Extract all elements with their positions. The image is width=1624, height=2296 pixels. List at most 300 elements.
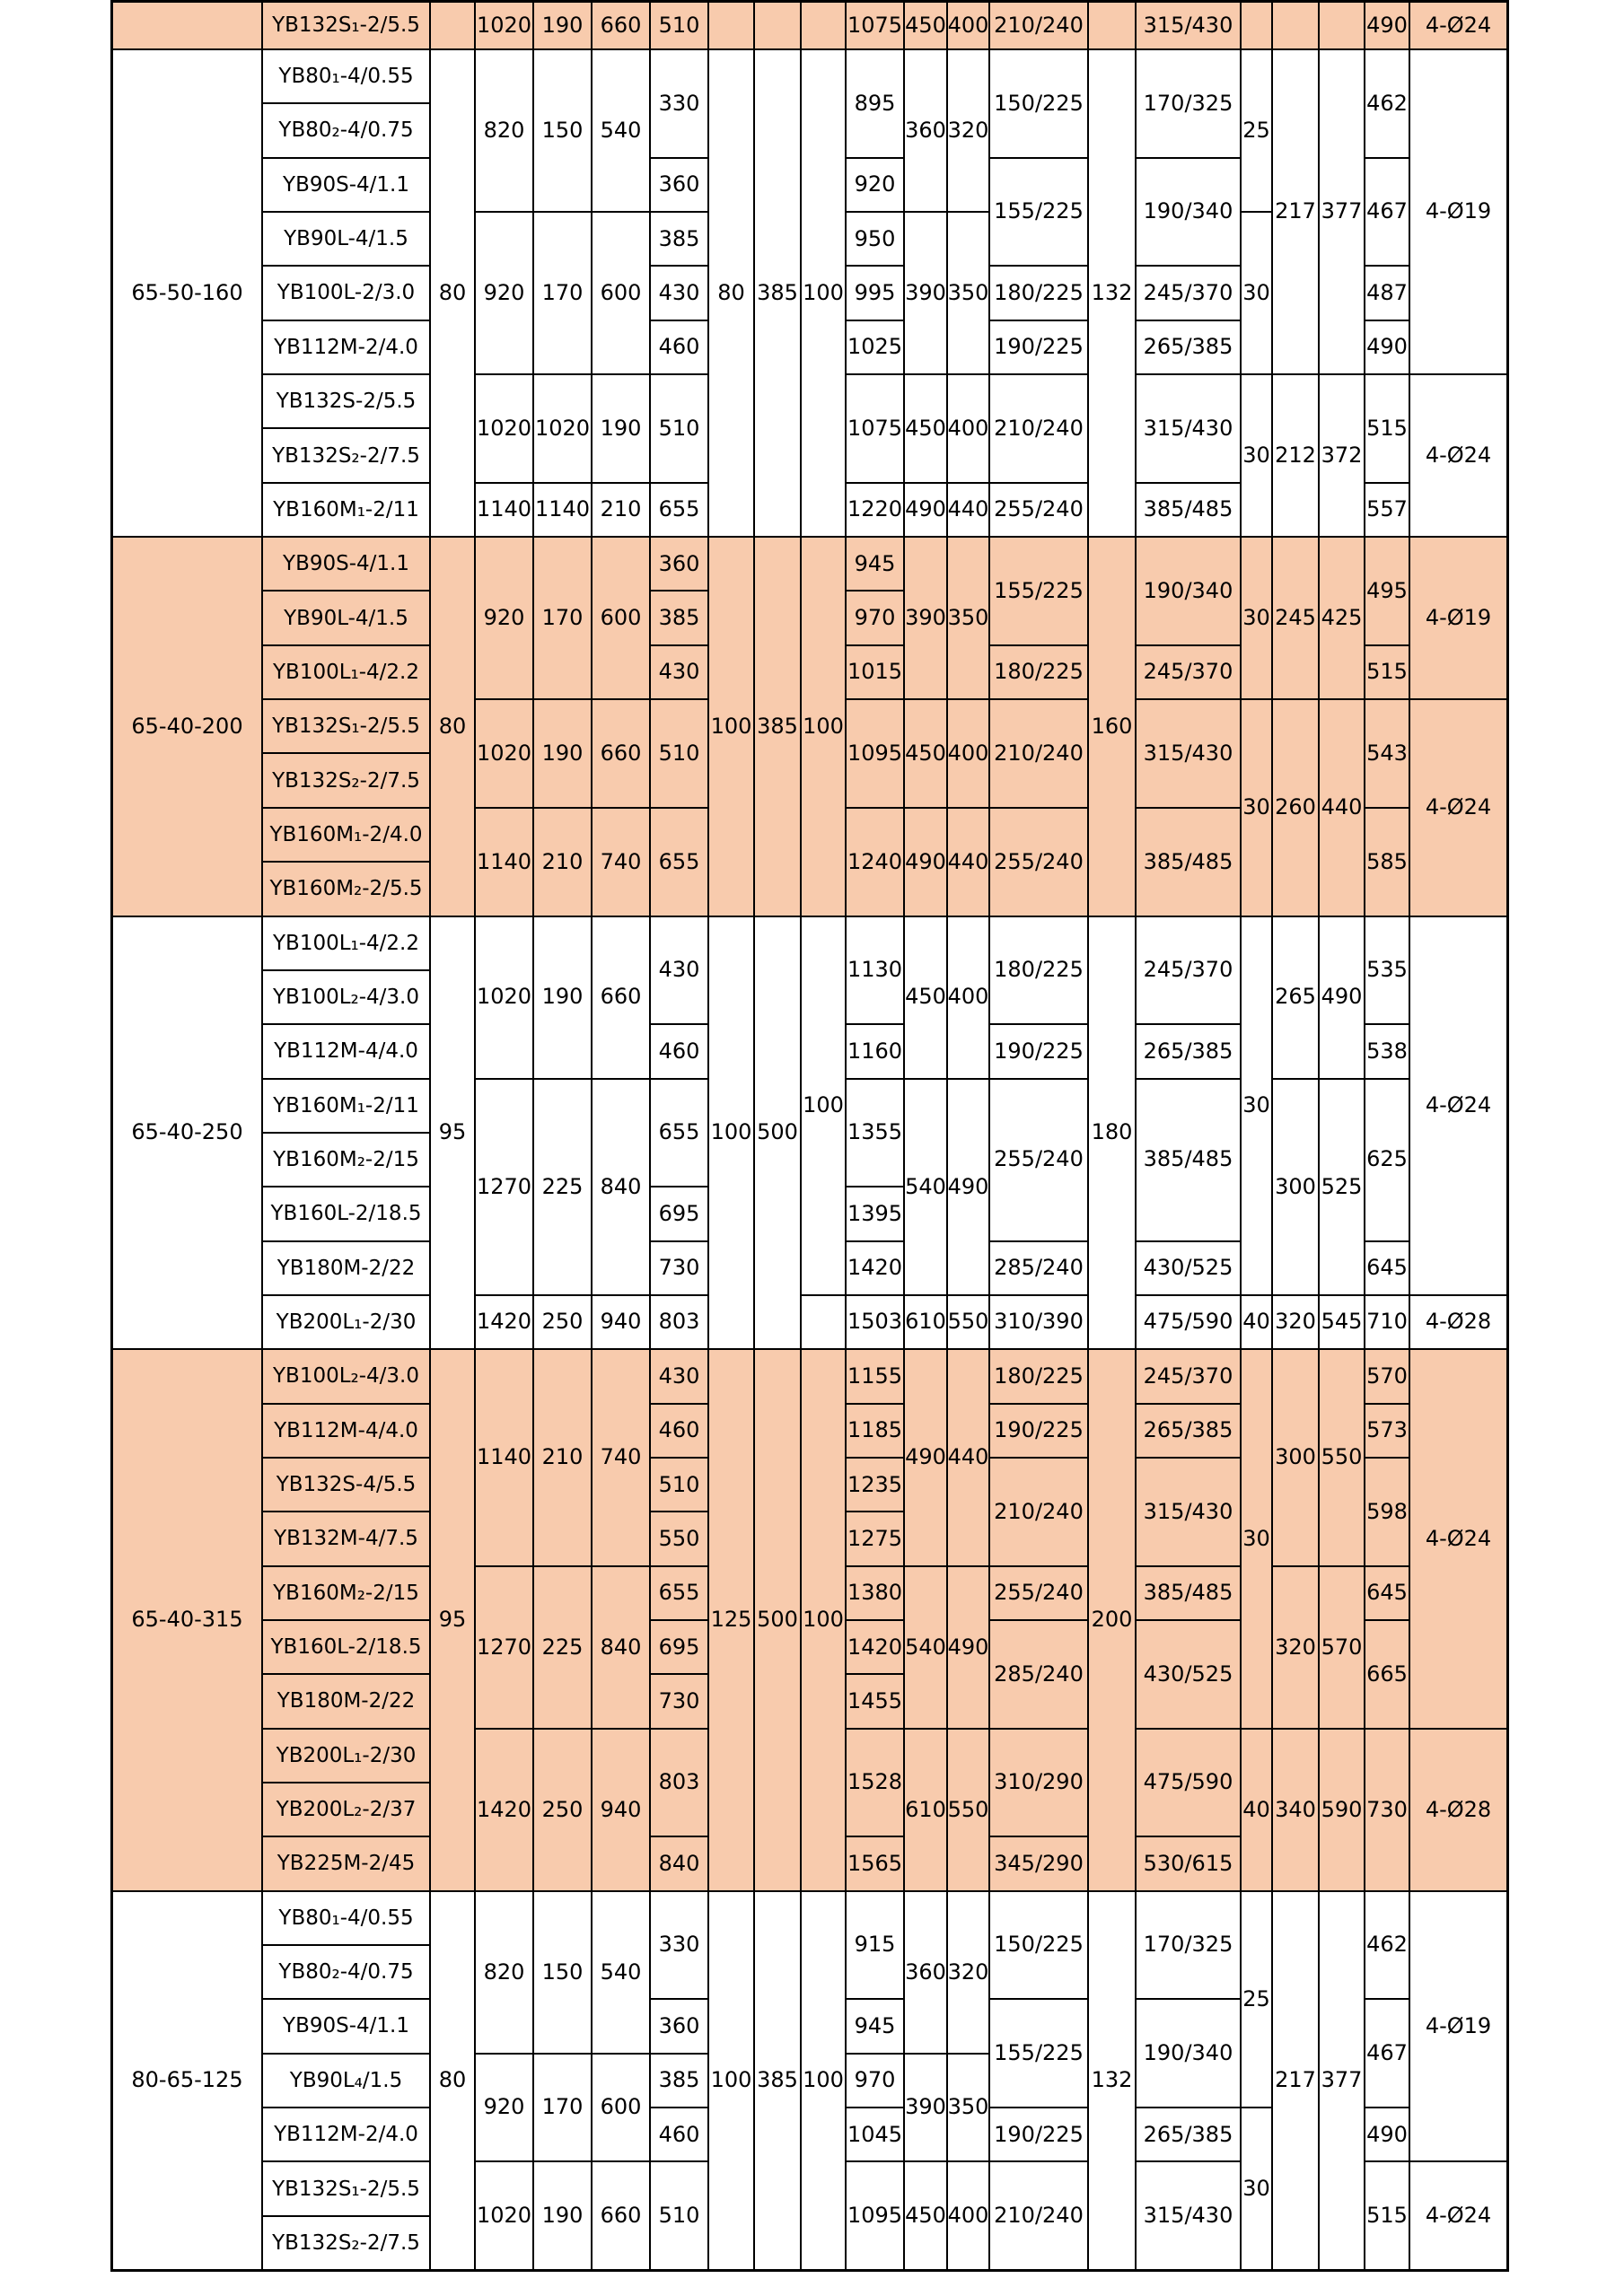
- dimension-value-cell: 495: [1365, 537, 1409, 645]
- dimension-value-cell: 970: [846, 591, 904, 644]
- dimension-value-cell: 545: [1319, 1295, 1365, 1349]
- dimension-value-cell: 1240: [846, 808, 904, 916]
- dimension-value-cell: 655: [650, 808, 708, 916]
- motor-model-cell: YB90L-4/1.5: [262, 212, 430, 266]
- dimension-value-cell: 300: [1272, 1349, 1319, 1565]
- dimension-value-cell: 803: [650, 1729, 708, 1837]
- dimension-value-cell: 598: [1365, 1458, 1409, 1566]
- dimension-value-cell: 490: [1319, 916, 1365, 1079]
- dimension-value-cell: 255/240: [989, 1566, 1088, 1620]
- dimension-value-cell: 400: [947, 2161, 989, 2270]
- dimension-value-cell: 510: [650, 2, 708, 49]
- dimension-value-cell: 320: [947, 1891, 989, 2054]
- motor-model-cell: YB112M-2/4.0: [262, 2108, 430, 2161]
- dimension-value-cell: 210/240: [989, 1458, 1088, 1566]
- dimension-value-cell: 320: [1272, 1295, 1319, 1349]
- dimension-value-cell: 462: [1365, 1891, 1409, 2000]
- dimension-value-cell: 190/225: [989, 1024, 1088, 1078]
- pump-size-cell: 65-50-160: [112, 49, 262, 537]
- dimension-value-cell: 385: [650, 591, 708, 644]
- pump-size-cell: 80-65-125: [112, 1891, 262, 2270]
- dimension-value-cell: 180/225: [989, 1349, 1088, 1403]
- dimension-value-cell: 1020: [475, 916, 533, 1079]
- dimension-value-cell: 217: [1272, 1891, 1319, 2270]
- dimension-value-cell: 920: [475, 2054, 533, 2162]
- empty-cell: [430, 2, 475, 49]
- dimension-value-cell: 40: [1241, 1729, 1272, 1891]
- dimension-value-cell: 430: [650, 266, 708, 320]
- dimension-value-cell: 460: [650, 2108, 708, 2161]
- motor-model-cell: YB132S-2/5.5: [262, 374, 430, 428]
- dimension-value-cell: 660: [592, 916, 650, 1079]
- dimension-value-cell: 210/240: [989, 374, 1088, 483]
- dimension-value-cell: 1220: [846, 483, 904, 537]
- motor-model-cell: YB132S₁-2/5.5: [262, 2, 430, 49]
- dimension-value-cell: 350: [947, 212, 989, 374]
- dimension-value-cell: 190: [533, 916, 592, 1079]
- motor-model-cell: YB132S-4/5.5: [262, 1458, 430, 1512]
- dimension-value-cell: 190/225: [989, 2108, 1088, 2161]
- dimension-value-cell: 385: [650, 2054, 708, 2108]
- dimension-value-cell: 660: [592, 2, 650, 49]
- empty-cell: [1241, 2, 1272, 49]
- dimension-value-cell: 1075: [846, 374, 904, 483]
- dimension-value-cell: 285/240: [989, 1620, 1088, 1729]
- dimension-value-cell: 155/225: [989, 1999, 1088, 2108]
- dimension-value-cell: 190: [533, 699, 592, 808]
- dimension-value-cell: 30: [1241, 537, 1272, 699]
- dimension-value-cell: 655: [650, 483, 708, 537]
- dimension-value-cell: 440: [947, 1349, 989, 1565]
- dimension-value-cell: 730: [650, 1241, 708, 1295]
- dimension-value-cell: 460: [650, 1404, 708, 1458]
- dimension-value-cell: 440: [947, 483, 989, 537]
- dimension-value-cell: 385/485: [1136, 1566, 1241, 1620]
- motor-model-cell: YB112M-4/4.0: [262, 1404, 430, 1458]
- dimension-value-cell: 1380: [846, 1566, 904, 1620]
- dimension-value-cell: 538: [1365, 1024, 1409, 1078]
- dimension-value-cell: 200: [1088, 1349, 1136, 1890]
- dimension-value-cell: 265: [1272, 916, 1319, 1079]
- dimension-value-cell: 372: [1319, 374, 1365, 537]
- motor-model-cell: YB90S-4/1.1: [262, 537, 430, 591]
- motor-model-cell: YB100L₁-4/2.2: [262, 916, 430, 970]
- dimension-value-cell: 132: [1088, 1891, 1136, 2270]
- motor-model-cell: YB100L₂-4/3.0: [262, 970, 430, 1024]
- empty-cell: [708, 2, 754, 49]
- dimension-value-cell: 190/340: [1136, 158, 1241, 267]
- dimension-value-cell: 590: [1319, 1729, 1365, 1891]
- dimension-value-cell: 543: [1365, 699, 1409, 808]
- dimension-value-cell: 840: [592, 1079, 650, 1295]
- dimension-value-cell: 100: [708, 537, 754, 916]
- dimension-value-cell: 1130: [846, 916, 904, 1025]
- dimension-value-cell: 1395: [846, 1187, 904, 1240]
- dimension-value-cell: 217: [1272, 49, 1319, 374]
- motor-model-cell: YB112M-4/4.0: [262, 1024, 430, 1078]
- dimension-value-cell: 450: [904, 2, 947, 49]
- bolt-spec-cell: 4-Ø28: [1409, 1729, 1507, 1891]
- dimension-value-cell: 245/370: [1136, 916, 1241, 1025]
- dimension-value-cell: 315/430: [1136, 2, 1241, 49]
- dimension-value-cell: 80: [708, 49, 754, 537]
- motor-model-cell: YB200L₁-2/30: [262, 1729, 430, 1783]
- dimension-value-cell: 170/325: [1136, 1891, 1241, 2000]
- dimension-value-cell: 245/370: [1136, 645, 1241, 699]
- dimension-value-cell: 360: [650, 537, 708, 591]
- dimension-value-cell: 600: [592, 2054, 650, 2162]
- dimension-value-cell: 260: [1272, 699, 1319, 916]
- dimension-value-cell: 467: [1365, 158, 1409, 267]
- dimension-value-cell: 940: [592, 1295, 650, 1349]
- dimension-value-cell: 1528: [846, 1729, 904, 1837]
- dimension-value-cell: 210/240: [989, 2, 1088, 49]
- motor-model-cell: YB90L-4/1.5: [262, 591, 430, 644]
- dimension-value-cell: 360: [904, 1891, 947, 2054]
- dimension-value-cell: 377: [1319, 1891, 1365, 2270]
- dimension-value-cell: 915: [846, 1891, 904, 2000]
- dimension-value-cell: 1275: [846, 1512, 904, 1565]
- dimension-value-cell: 210: [533, 808, 592, 916]
- dimension-value-cell: 385: [754, 49, 801, 537]
- dimension-value-cell: 150: [533, 1891, 592, 2054]
- motor-model-cell: YB100L₂-4/3.0: [262, 1349, 430, 1403]
- empty-cell: [801, 1295, 846, 1349]
- dimension-value-cell: 132: [1088, 49, 1136, 537]
- dimension-value-cell: 330: [650, 49, 708, 158]
- dimension-value-cell: 467: [1365, 1999, 1409, 2108]
- bolt-spec-cell: 4-Ø24: [1409, 916, 1507, 1295]
- dimension-value-cell: 450: [904, 916, 947, 1079]
- dimension-value-cell: 170/325: [1136, 49, 1241, 158]
- dimension-value-cell: 440: [1319, 699, 1365, 916]
- dimension-value-cell: 95: [430, 1349, 475, 1890]
- motor-model-cell: YB132S₁-2/5.5: [262, 699, 430, 753]
- dimension-value-cell: 385: [754, 537, 801, 916]
- dimension-value-cell: 950: [846, 212, 904, 266]
- dimension-value-cell: 475/590: [1136, 1729, 1241, 1837]
- motor-model-cell: YB100L₁-4/2.2: [262, 645, 430, 699]
- motor-model-cell: YB200L₁-2/30: [262, 1295, 430, 1349]
- dimension-value-cell: 895: [846, 49, 904, 158]
- dimension-value-cell: 920: [846, 158, 904, 212]
- dimension-value-cell: 125: [708, 1349, 754, 1890]
- dimension-value-cell: 255/240: [989, 808, 1088, 916]
- dimension-value-cell: 320: [1272, 1566, 1319, 1729]
- dimension-value-cell: 1140: [475, 483, 533, 537]
- dimension-value-cell: 1140: [475, 1349, 533, 1565]
- dimension-value-cell: 570: [1365, 1349, 1409, 1403]
- dimension-value-cell: 490: [1365, 320, 1409, 374]
- dimension-value-cell: 250: [533, 1729, 592, 1891]
- dimension-value-cell: 490: [947, 1566, 989, 1729]
- dimension-value-cell: 390: [904, 537, 947, 699]
- dimension-value-cell: 490: [947, 1079, 989, 1295]
- dimension-value-cell: 210: [533, 1349, 592, 1565]
- dimension-value-cell: 150/225: [989, 49, 1088, 158]
- dimension-value-cell: 535: [1365, 916, 1409, 1025]
- motor-model-cell: YB160M₂-2/15: [262, 1133, 430, 1187]
- dimension-value-cell: 255/240: [989, 1079, 1088, 1241]
- dimension-value-cell: 460: [650, 1024, 708, 1078]
- dimension-value-cell: 570: [1319, 1566, 1365, 1729]
- dimension-value-cell: 550: [947, 1295, 989, 1349]
- motor-model-cell: YB180M-2/22: [262, 1241, 430, 1295]
- motor-model-cell: YB80₂-4/0.75: [262, 103, 430, 157]
- dimension-value-cell: 600: [592, 537, 650, 699]
- dimension-value-cell: 1270: [475, 1079, 533, 1295]
- dimension-value-cell: 40: [1241, 1295, 1272, 1349]
- dimension-value-cell: 510: [650, 699, 708, 808]
- dimension-value-cell: 1095: [846, 2161, 904, 2270]
- dimension-value-cell: 460: [650, 320, 708, 374]
- dimension-value-cell: 515: [1365, 374, 1409, 483]
- dimension-value-cell: 320: [947, 49, 989, 212]
- dimension-value-cell: 100: [801, 537, 846, 916]
- dimension-value-cell: 100: [801, 1891, 846, 2270]
- dimension-value-cell: 1185: [846, 1404, 904, 1458]
- dimension-value-cell: 820: [475, 1891, 533, 2054]
- dimension-value-cell: 360: [904, 49, 947, 212]
- motor-model-cell: YB160L-2/18.5: [262, 1620, 430, 1674]
- motor-model-cell: YB132S₂-2/7.5: [262, 428, 430, 482]
- dimension-value-cell: 377: [1319, 49, 1365, 374]
- dimension-value-cell: 245/370: [1136, 1349, 1241, 1403]
- dimension-value-cell: 180: [1088, 916, 1136, 1350]
- dimension-value-cell: 100: [801, 1349, 846, 1890]
- dimension-value-cell: 550: [650, 1512, 708, 1565]
- dimension-value-cell: 212: [1272, 374, 1319, 537]
- dimension-value-cell: 550: [947, 1729, 989, 1891]
- motor-model-cell: YB112M-2/4.0: [262, 320, 430, 374]
- dimension-value-cell: 490: [904, 808, 947, 916]
- dimension-value-cell: 100: [708, 1891, 754, 2270]
- dimension-value-cell: 385: [754, 1891, 801, 2270]
- motor-model-cell: YB90S-4/1.1: [262, 1999, 430, 2053]
- dimension-value-cell: 360: [650, 1999, 708, 2053]
- dimension-value-cell: 1455: [846, 1674, 904, 1728]
- dimension-value-cell: 1355: [846, 1079, 904, 1187]
- bolt-spec-cell: 4-Ø19: [1409, 49, 1507, 374]
- dimension-value-cell: 450: [904, 2161, 947, 2270]
- motor-model-cell: YB80₂-4/0.75: [262, 1945, 430, 1999]
- dimension-value-cell: 315/430: [1136, 374, 1241, 483]
- dimension-value-cell: 30: [1241, 374, 1272, 537]
- dimension-value-cell: 510: [650, 1458, 708, 1512]
- dimension-value-cell: 385/485: [1136, 808, 1241, 916]
- dimension-value-cell: 265/385: [1136, 320, 1241, 374]
- dimension-value-cell: 265/385: [1136, 2108, 1241, 2161]
- dimension-value-cell: 557: [1365, 483, 1409, 537]
- dimension-value-cell: 285/240: [989, 1241, 1088, 1295]
- dimension-value-cell: 250: [533, 1295, 592, 1349]
- dimension-value-cell: 180/225: [989, 916, 1088, 1025]
- dimension-value-cell: 510: [650, 374, 708, 483]
- dimension-value-cell: 970: [846, 2054, 904, 2108]
- bolt-spec-cell: 4-Ø28: [1409, 1295, 1507, 1349]
- dimension-value-cell: 1020: [475, 2161, 533, 2270]
- dimension-value-cell: 340: [1272, 1729, 1319, 1891]
- dimension-value-cell: 945: [846, 1999, 904, 2053]
- dimension-value-cell: 25: [1241, 49, 1272, 212]
- motor-model-cell: YB160M₁-2/11: [262, 1079, 430, 1133]
- dimension-value-cell: 100: [801, 49, 846, 537]
- dimension-value-cell: 1020: [533, 374, 592, 483]
- dimension-value-cell: 695: [650, 1187, 708, 1240]
- dimension-value-cell: 1160: [846, 1024, 904, 1078]
- dimension-value-cell: 430/525: [1136, 1620, 1241, 1729]
- dimension-value-cell: 610: [904, 1295, 947, 1349]
- dimension-value-cell: 210: [592, 483, 650, 537]
- dimension-value-cell: 573: [1365, 1404, 1409, 1458]
- dimension-value-cell: 515: [1365, 645, 1409, 699]
- dimension-value-cell: 170: [533, 2054, 592, 2162]
- dimension-value-cell: 310/290: [989, 1729, 1088, 1837]
- bolt-spec-cell: 4-Ø24: [1409, 699, 1507, 916]
- dimension-value-cell: 803: [650, 1295, 708, 1349]
- dimension-value-cell: 400: [947, 374, 989, 483]
- dimension-value-cell: 1015: [846, 645, 904, 699]
- dimension-value-cell: 225: [533, 1566, 592, 1729]
- dimension-value-cell: 160: [1088, 537, 1136, 916]
- dimension-value-cell: 510: [650, 2161, 708, 2270]
- pump-size-cell: 65-40-315: [112, 1349, 262, 1890]
- dimension-value-cell: 730: [1365, 1729, 1409, 1891]
- motor-model-cell: YB80₁-4/0.55: [262, 49, 430, 103]
- dimension-value-cell: 540: [592, 49, 650, 212]
- dimension-value-cell: 525: [1319, 1079, 1365, 1295]
- dimension-value-cell: 315/430: [1136, 1458, 1241, 1566]
- dimension-value-cell: 695: [650, 1620, 708, 1674]
- dimension-value-cell: 1095: [846, 699, 904, 808]
- dimension-value-cell: 225: [533, 1079, 592, 1295]
- dimension-value-cell: 740: [592, 1349, 650, 1565]
- dimension-value-cell: 1565: [846, 1836, 904, 1890]
- dimension-value-cell: 180/225: [989, 645, 1088, 699]
- dimension-value-cell: 360: [650, 158, 708, 212]
- dimension-value-cell: 430: [650, 916, 708, 1025]
- dimension-value-cell: 500: [754, 1349, 801, 1890]
- dimension-value-cell: 450: [904, 699, 947, 808]
- empty-cell: [754, 2, 801, 49]
- dimension-value-cell: 475/590: [1136, 1295, 1241, 1349]
- dimension-value-cell: 462: [1365, 49, 1409, 158]
- bolt-spec-cell: 4-Ø24: [1409, 2, 1507, 49]
- dimension-value-cell: 840: [650, 1836, 708, 1890]
- dimension-value-cell: 150/225: [989, 1891, 1088, 2000]
- dimension-value-cell: 655: [650, 1079, 708, 1187]
- dimension-value-cell: 940: [592, 1729, 650, 1891]
- motor-model-cell: YB225M-2/45: [262, 1836, 430, 1890]
- bolt-spec-cell: 4-Ø19: [1409, 1891, 1507, 2162]
- dimension-value-cell: 385/485: [1136, 483, 1241, 537]
- dimension-value-cell: 190: [533, 2161, 592, 2270]
- dimension-value-cell: 440: [947, 808, 989, 916]
- dimension-value-cell: 995: [846, 266, 904, 320]
- pump-size-cell: [112, 2, 262, 49]
- motor-model-cell: YB132S₁-2/5.5: [262, 2161, 430, 2215]
- dimension-value-cell: 540: [904, 1566, 947, 1729]
- dimension-value-cell: 80: [430, 537, 475, 916]
- motor-model-cell: YB160M₂-2/5.5: [262, 862, 430, 916]
- dimension-value-cell: 400: [947, 916, 989, 1079]
- dimension-value-cell: 80: [430, 49, 475, 537]
- motor-model-cell: YB180M-2/22: [262, 1674, 430, 1728]
- dimension-value-cell: 100: [708, 916, 754, 1350]
- dimension-value-cell: 25: [1241, 1891, 1272, 2108]
- dimension-value-cell: 155/225: [989, 537, 1088, 645]
- bolt-spec-cell: 4-Ø24: [1409, 374, 1507, 537]
- dimension-value-cell: 170: [533, 537, 592, 699]
- dimension-value-cell: 345/290: [989, 1836, 1088, 1890]
- dimension-value-cell: 490: [904, 1349, 947, 1565]
- dimension-value-cell: 190/225: [989, 1404, 1088, 1458]
- dimension-value-cell: 390: [904, 212, 947, 374]
- dimension-value-cell: 190/340: [1136, 1999, 1241, 2108]
- dimension-value-cell: 95: [430, 916, 475, 1350]
- dimension-value-cell: 30: [1241, 699, 1272, 916]
- dimension-value-cell: 30: [1241, 2108, 1272, 2270]
- dimension-value-cell: 1020: [475, 2, 533, 49]
- dimension-value-cell: 1075: [846, 2, 904, 49]
- dimension-value-cell: 30: [1241, 1349, 1272, 1728]
- dimension-value-cell: 920: [475, 537, 533, 699]
- dimension-value-cell: 660: [592, 2161, 650, 2270]
- dimension-value-cell: 30: [1241, 916, 1272, 1295]
- dimension-value-cell: 425: [1319, 537, 1365, 699]
- spec-table: [110, 0, 1509, 2272]
- dimension-value-cell: 400: [947, 2, 989, 49]
- dimension-value-cell: 530/615: [1136, 1836, 1241, 1890]
- dimension-value-cell: 1420: [846, 1620, 904, 1674]
- dimension-value-cell: 170: [533, 212, 592, 374]
- motor-model-cell: YB90L₄/1.5: [262, 2054, 430, 2108]
- dimension-value-cell: 350: [947, 537, 989, 699]
- dimension-value-cell: 1140: [475, 808, 533, 916]
- motor-model-cell: YB160L-2/18.5: [262, 1187, 430, 1240]
- dimension-value-cell: 385: [650, 212, 708, 266]
- dimension-value-cell: 1140: [533, 483, 592, 537]
- motor-model-cell: YB132S₂-2/7.5: [262, 753, 430, 807]
- dimension-value-cell: 30: [1241, 212, 1272, 374]
- motor-model-cell: YB80₁-4/0.55: [262, 1891, 430, 1945]
- dimension-value-cell: 150: [533, 49, 592, 212]
- dimension-value-cell: 245/370: [1136, 266, 1241, 320]
- dimension-value-cell: 310/390: [989, 1295, 1088, 1349]
- dimension-value-cell: 315/430: [1136, 2161, 1241, 2270]
- dimension-value-cell: 390: [904, 2054, 947, 2162]
- dimension-value-cell: 540: [904, 1079, 947, 1295]
- dimension-value-cell: 665: [1365, 1620, 1409, 1729]
- empty-cell: [1319, 2, 1365, 49]
- dimension-value-cell: 645: [1365, 1566, 1409, 1620]
- dimension-value-cell: 820: [475, 49, 533, 212]
- dimension-value-cell: 710: [1365, 1295, 1409, 1349]
- bolt-spec-cell: 4-Ø19: [1409, 537, 1507, 699]
- dimension-value-cell: 1270: [475, 1566, 533, 1729]
- dimension-value-cell: 1420: [475, 1295, 533, 1349]
- dimension-value-cell: 500: [754, 916, 801, 1350]
- pump-size-cell: 65-40-250: [112, 916, 262, 1350]
- dimension-value-cell: 255/240: [989, 483, 1088, 537]
- dimension-value-cell: 610: [904, 1729, 947, 1891]
- dimension-value-cell: 430: [650, 645, 708, 699]
- dimension-value-cell: 740: [592, 808, 650, 916]
- dimension-value-cell: 660: [592, 699, 650, 808]
- motor-model-cell: YB100L-2/3.0: [262, 266, 430, 320]
- dimension-value-cell: 1420: [475, 1729, 533, 1891]
- dimension-value-cell: 540: [592, 1891, 650, 2054]
